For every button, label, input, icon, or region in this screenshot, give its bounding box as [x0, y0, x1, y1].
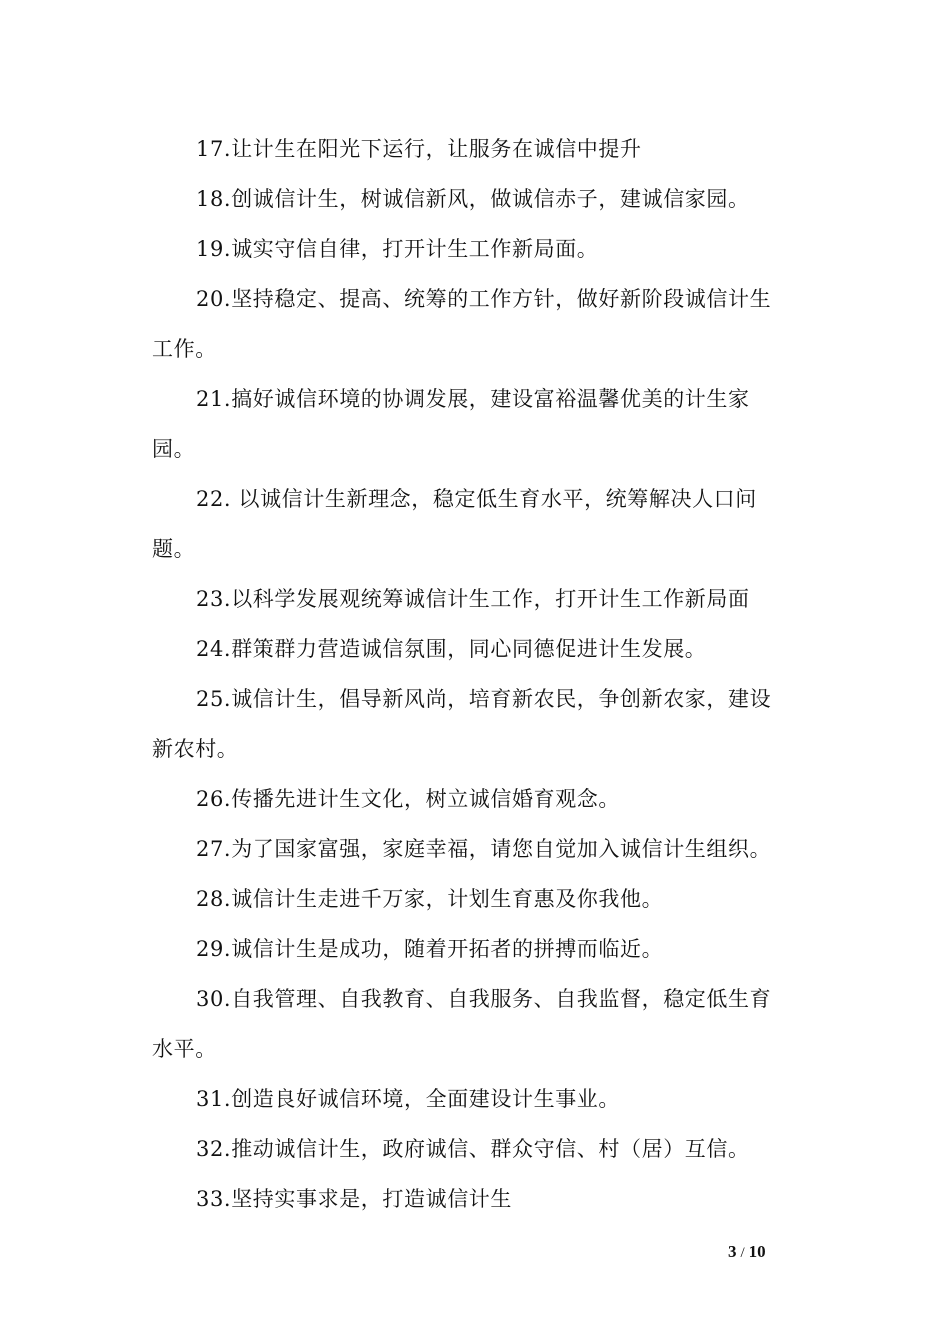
slogan-paragraph: 28.诚信计生走进千万家，计划生育惠及你我他。: [196, 887, 664, 911]
slogan-paragraph: 27.为了国家富强，家庭幸福，请您自觉加入诚信计生组织。: [196, 837, 772, 861]
slogan-paragraph: 31.创造良好诚信环境，全面建设计生事业。: [196, 1087, 620, 1111]
total-page-count: 10: [748, 1242, 766, 1261]
slogan-paragraph: 33.坚持实事求是，打造诚信计生: [196, 1187, 512, 1211]
page-number-separator: /: [740, 1245, 745, 1261]
slogan-paragraph: 32.推动诚信计生，政府诚信、群众守信、村（居）互信。: [196, 1137, 750, 1161]
page-number: [728, 1242, 766, 1262]
slogan-paragraph: 30.自我管理、自我教育、自我服务、自我监督，稳定低生育水平。: [152, 987, 772, 1061]
slogan-paragraph: 29.诚信计生是成功，随着开拓者的拼搏而临近。: [196, 937, 664, 961]
slogan-paragraph: 17.让计生在阳光下运行，让服务在诚信中提升: [196, 137, 642, 161]
slogan-paragraph: 22. 以诚信计生新理念，稳定低生育水平，统筹解决人口问题。: [152, 487, 757, 561]
slogan-paragraph: 24.群策群力营造诚信氛围，同心同德促进计生发展。: [196, 637, 707, 661]
slogan-paragraph: 23.以科学发展观统筹诚信计生工作，打开计生工作新局面: [196, 587, 750, 611]
document-body: [152, 124, 792, 1224]
current-page-number: 3: [728, 1242, 737, 1261]
slogan-paragraph: 18.创诚信计生，树诚信新风，做诚信赤子，建诚信家园。: [196, 187, 750, 211]
slogan-paragraph: 26.传播先进计生文化，树立诚信婚育观念。: [196, 787, 620, 811]
slogan-paragraph: 20.坚持稳定、提高、统筹的工作方针，做好新阶段诚信计生工作。: [152, 287, 772, 361]
slogan-paragraph: 25.诚信计生，倡导新风尚，培育新农民，争创新农家，建设新农村。: [152, 687, 772, 761]
slogan-paragraph: 19.诚实守信自律，打开计生工作新局面。: [196, 237, 599, 261]
slogan-paragraph: 21.搞好诚信环境的协调发展，建设富裕温馨优美的计生家园。: [152, 387, 750, 461]
